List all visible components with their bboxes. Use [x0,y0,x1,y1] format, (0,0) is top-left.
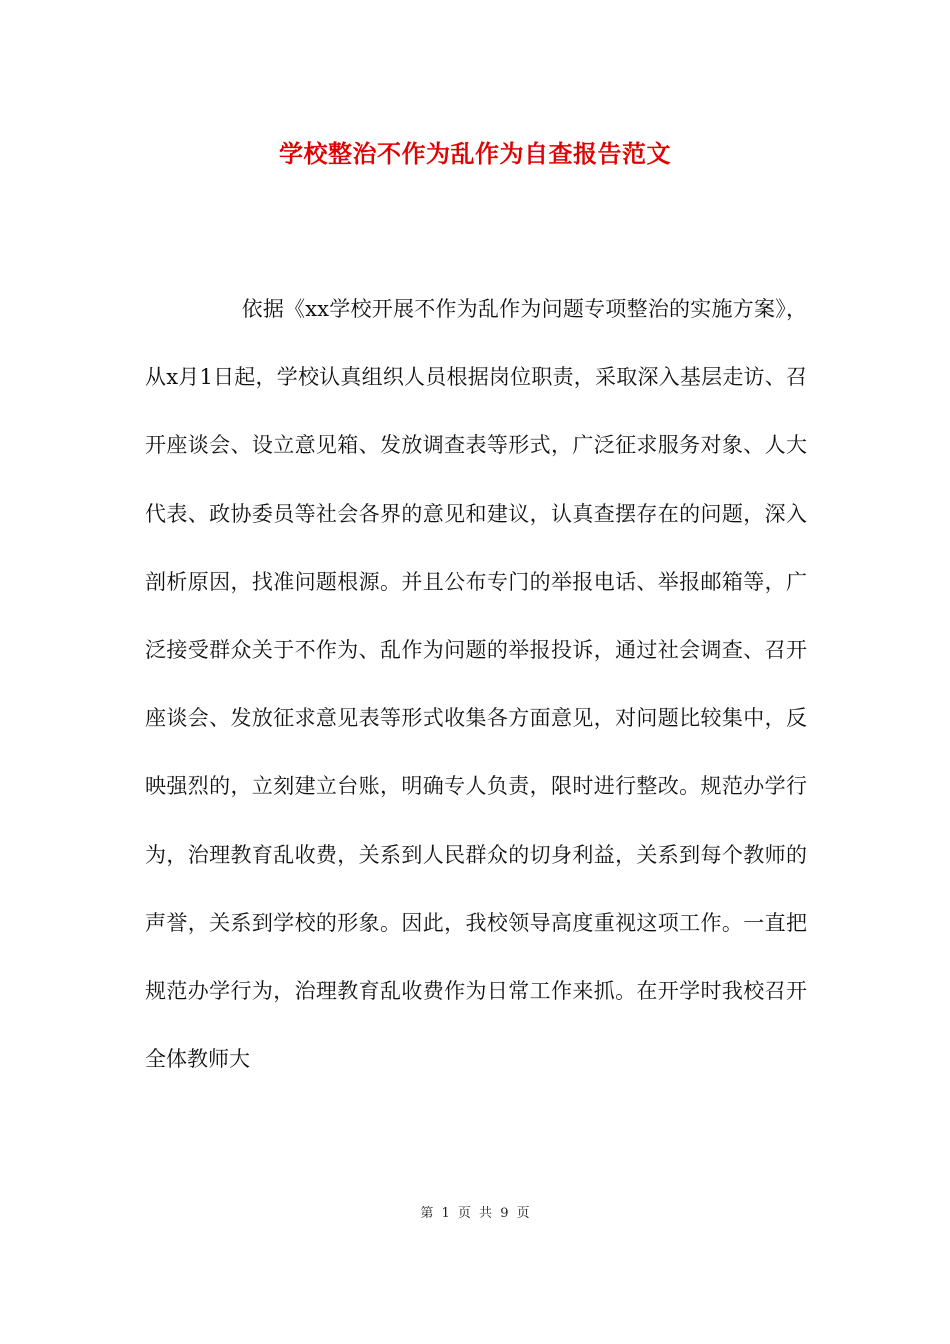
document-title: 学校整治不作为乱作为自查报告范文 [279,139,671,168]
body-paragraph: 依据《xx学校开展不作为乱作为问题专项整治的实施方案》，从x月1日起，学校认真组织人员根据岗位职责，采取深入基层走访、召开座谈会、设立意见箱、发放调查表等形式，广泛征求服务对象、人大代表、政协委员等社会各界的意见和建议，认真查摆存在的问题，深入剖析原因，找准问题根源。并且公布专门的举报电话、举报邮箱等，广泛接受群众关于不作为、乱作为问题的举报投诉，通过社会调查、召开座谈会、发放征求意见表等形式收集各方面意见，对问题比较集中，反映强烈的，立刻建立台账，明确专人负责，限时进行整改。规范办学行为，治理教育乱收费，关系到人民群众的切身利益，关系到每个教师的声誉，关系到学校的形象。因此，我校领导高度重视这项工作。一直把规范办学行为，治理教育乱收费作为日常工作来抓。在开学时我校召开全体教师大 [145,297,807,1072]
page-footer: 第 1 页 共 9 页 [420,1206,530,1221]
